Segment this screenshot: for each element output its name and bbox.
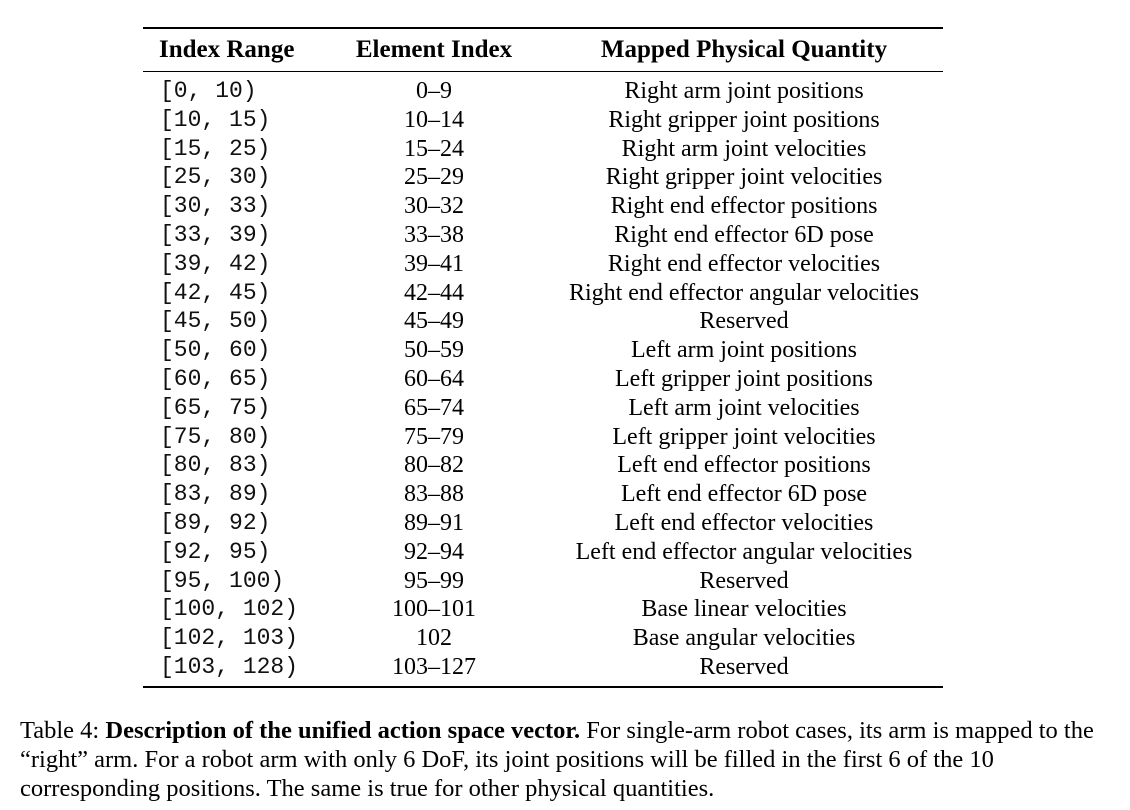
cell-element-index: 42–44 <box>404 279 464 306</box>
cell-mapped-quantity: Base linear velocities <box>641 596 847 623</box>
action-space-table-container <box>143 27 943 688</box>
cell-mapped-quantity: Left arm joint velocities <box>628 394 860 421</box>
cell-index-range: [45, 50) <box>160 308 271 335</box>
cell-mapped-quantity: Right end effector angular velocities <box>568 279 920 306</box>
cell-element-index: 33–38 <box>404 221 464 248</box>
table-body <box>143 72 943 687</box>
cell-mapped-quantity: Left end effector 6D pose <box>620 481 868 508</box>
table-row <box>143 538 943 567</box>
action-space-table <box>143 27 943 688</box>
caption-body: For single-arm robot cases, its arm is mapped to the “right” arm. For a robot arm with only 6 DoF, its joint positions will be filled in the first 6 of the 10 corresponding positions. The same is true for other physical quantities. <box>20 717 1094 802</box>
cell-index-range: [83, 89) <box>160 481 271 508</box>
cell-mapped-quantity: Left end effector velocities <box>614 509 874 536</box>
cell-mapped-quantity: Right gripper joint velocities <box>605 164 883 191</box>
cell-element-index: 80–82 <box>404 452 464 479</box>
cell-index-range: [102, 103) <box>160 625 299 652</box>
cell-element-index: 89–91 <box>404 509 464 536</box>
caption-label: Table 4: <box>20 717 100 744</box>
table-row <box>143 192 943 221</box>
header-row <box>143 28 943 72</box>
table-row <box>143 365 943 394</box>
table-row <box>143 250 943 279</box>
cell-index-range: [75, 80) <box>160 423 271 450</box>
cell-element-index: 30–32 <box>404 193 464 220</box>
cell-mapped-quantity: Left gripper joint velocities <box>612 423 876 450</box>
table-row <box>143 451 943 480</box>
cell-mapped-quantity: Right end effector 6D pose <box>614 221 874 248</box>
table-row <box>143 423 943 452</box>
table-row <box>143 595 943 624</box>
cell-element-index: 83–88 <box>404 481 464 508</box>
table-row <box>143 279 943 308</box>
table-row <box>143 624 943 653</box>
cell-index-range: [95, 100) <box>160 567 285 594</box>
cell-element-index: 100–101 <box>392 596 476 623</box>
cell-index-range: [39, 42) <box>160 250 271 277</box>
table-caption <box>20 716 1110 803</box>
cell-element-index: 65–74 <box>404 394 464 421</box>
cell-index-range: [0, 10) <box>160 78 257 104</box>
cell-element-index: 0–9 <box>416 78 452 104</box>
table-row <box>143 394 943 423</box>
cell-index-range: [50, 60) <box>160 337 271 364</box>
cell-element-index: 95–99 <box>404 567 464 594</box>
cell-mapped-quantity: Left end effector angular velocities <box>575 538 913 565</box>
cell-index-range: [10, 15) <box>160 106 271 133</box>
cell-element-index: 92–94 <box>404 538 464 565</box>
cell-mapped-quantity: Right arm joint positions <box>624 78 864 104</box>
table-row <box>143 567 943 596</box>
table-header <box>143 28 943 72</box>
cell-mapped-quantity: Left arm joint positions <box>631 337 857 364</box>
cell-index-range: [89, 92) <box>160 509 271 536</box>
header-mapped-physical-quantity: Mapped Physical Quantity <box>600 36 888 63</box>
cell-mapped-quantity: Right gripper joint positions <box>608 106 880 133</box>
table-row <box>143 307 943 336</box>
cell-element-index: 25–29 <box>404 164 464 191</box>
cell-index-range: [80, 83) <box>160 452 271 479</box>
cell-index-range: [92, 95) <box>160 538 271 565</box>
cell-element-index: 60–64 <box>404 365 464 392</box>
cell-index-range: [60, 65) <box>160 365 271 392</box>
cell-element-index: 10–14 <box>404 106 464 133</box>
cell-element-index: 50–59 <box>404 337 464 364</box>
cell-mapped-quantity: Reserved <box>699 653 789 680</box>
table-row <box>143 336 943 365</box>
header-index-range: Index Range <box>159 36 295 63</box>
cell-element-index: 45–49 <box>404 308 464 335</box>
caption-title: Description of the unified action space vector. <box>105 717 581 744</box>
cell-mapped-quantity: Left gripper joint positions <box>615 365 873 392</box>
table-row <box>143 221 943 250</box>
cell-index-range: [65, 75) <box>160 394 271 421</box>
cell-mapped-quantity: Right end effector positions <box>610 193 878 220</box>
table-row <box>143 653 943 687</box>
cell-mapped-quantity: Reserved <box>699 567 789 594</box>
table-row <box>143 135 943 164</box>
cell-element-index: 102 <box>416 625 452 652</box>
cell-index-range: [25, 30) <box>160 164 271 191</box>
table-row <box>143 163 943 192</box>
cell-element-index: 39–41 <box>404 250 464 277</box>
cell-element-index: 75–79 <box>404 423 464 450</box>
cell-index-range: [15, 25) <box>160 135 271 162</box>
cell-element-index: 103–127 <box>392 653 476 680</box>
table-row <box>143 509 943 538</box>
cell-mapped-quantity: Reserved <box>699 308 789 335</box>
table-row <box>143 72 943 106</box>
cell-mapped-quantity: Left end effector positions <box>617 452 871 479</box>
cell-index-range: [30, 33) <box>160 193 271 220</box>
cell-index-range: [103, 128) <box>160 653 299 680</box>
cell-index-range: [33, 39) <box>160 221 271 248</box>
table-row <box>143 480 943 509</box>
table-row <box>143 106 943 135</box>
cell-index-range: [42, 45) <box>160 279 271 306</box>
header-element-index: Element Index <box>355 36 513 63</box>
cell-index-range: [100, 102) <box>160 596 299 623</box>
cell-mapped-quantity: Base angular velocities <box>632 625 856 652</box>
cell-mapped-quantity: Right arm joint velocities <box>621 135 867 162</box>
cell-mapped-quantity: Right end effector velocities <box>607 250 881 277</box>
cell-element-index: 15–24 <box>404 135 464 162</box>
